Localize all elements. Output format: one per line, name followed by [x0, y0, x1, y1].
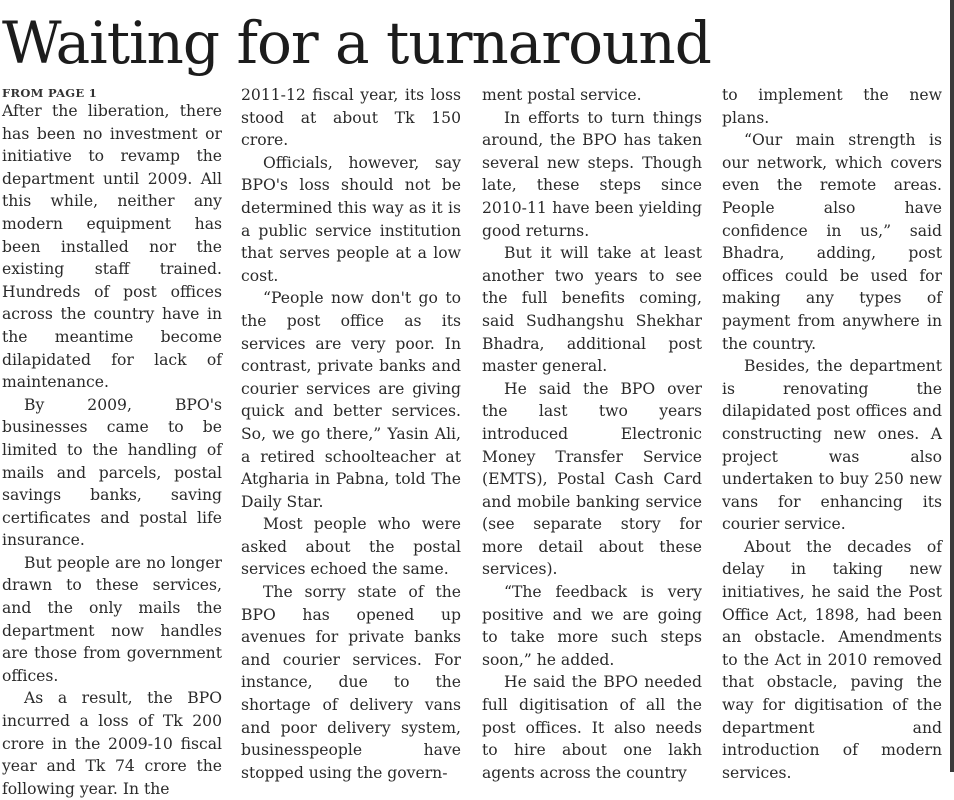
- column-1-paragraph-3: But people are no longer drawn to these services, and the only mails the department now handles are those from government offices.: [2, 553, 222, 685]
- column-4-paragraph-2: “Our main strength is our network, which covers even the remote areas. People also have confidence in us,” said Bhadra, adding, post offices could be used for making any types of payment from anywhere in the country.: [722, 131, 942, 353]
- column-2-paragraph-1: 2011-12 fiscal year, its loss stood at about Tk 150 crore.: [241, 86, 461, 150]
- column-3-paragraph-5: “The feedback is very positive and we are going to take more such steps soon,” he added.: [482, 583, 702, 669]
- column-4-paragraph-4: About the decades of delay in taking new initiatives, he said the Post Office Act, 1898, had been an obstacle. Amendments to the Act in 2010 removed that obstacle, paving the way for digitisation of the department and introduction of modern services.: [722, 537, 942, 782]
- column-3-paragraph-2: In efforts to turn things around, the BPO has taken several new steps. Though late, these steps since 2010-11 have been yielding good returns.: [482, 108, 702, 240]
- continuation-kicker: FROM PAGE 1: [2, 86, 98, 100]
- column-3-paragraph-3: But it will take at least another two years to see the full benefits coming, said Sudhangshu Shekhar Bhadra, additional post master general.: [482, 244, 702, 376]
- article-column-1: [2, 86, 222, 800]
- column-3-paragraph-6: He said the BPO needed full digitisation of all the post offices. It also needs to hire about one lakh agents across the country: [482, 673, 702, 782]
- column-4-paragraph-1: to implement the new plans.: [722, 86, 942, 127]
- article-column-4: [722, 84, 942, 784]
- column-1-paragraph-1: After the liberation, there has been no investment or initiative to revamp the department until 2009. All this while, neither any modern equipment has been installed nor the existing staff trained. Hundreds of post offices across the country have in the meantime become dilapidated for lack of maintenance.: [2, 102, 222, 392]
- page-edge-rule: [950, 0, 954, 772]
- column-2-paragraph-3: “People now don't go to the post office as its services are very poor. In contrast, private banks and courier services are giving quick and better services. So, we go there,” Yasin Ali, a retired schoolteacher at Atgharia in Pabna, told The Daily Star.: [241, 289, 461, 511]
- column-1-paragraph-2: By 2009, BPO's businesses came to be limited to the handling of mails and parcels, postal savings banks, saving certificates and postal life insurance.: [2, 395, 222, 550]
- column-2-paragraph-4: Most people who were asked about the postal services echoed the same.: [241, 515, 461, 579]
- column-2-paragraph-5: The sorry state of the BPO has opened up avenues for private banks and courier services. For instance, due to the shortage of delivery vans and poor delivery system, businesspeople have stopped using the govern-: [241, 583, 461, 782]
- article-column-3: [482, 84, 702, 784]
- column-1-paragraph-4: As a result, the BPO incurred a loss of Tk 200 crore in the 2009-10 fiscal year and Tk 74 crore the following year. In the: [2, 689, 222, 798]
- column-4-paragraph-3: Besides, the department is renovating the dilapidated post offices and constructing new ones. A project was also undertaken to buy 250 new vans for enhancing its courier service.: [722, 357, 942, 534]
- column-3-paragraph-4: He said the BPO over the last two years introduced Electronic Money Transfer Service (EMTS), Postal Cash Card and mobile banking service (see separate story for more detail about these services).: [482, 379, 702, 579]
- headline: Waiting for a turnaround: [2, 9, 711, 77]
- article-column-2: [241, 84, 461, 784]
- column-2-paragraph-2: Officials, however, say BPO's loss should not be determined this way as it is a public service institution that serves people at a low cost.: [241, 153, 461, 285]
- column-3-paragraph-1: ment postal service.: [482, 86, 642, 104]
